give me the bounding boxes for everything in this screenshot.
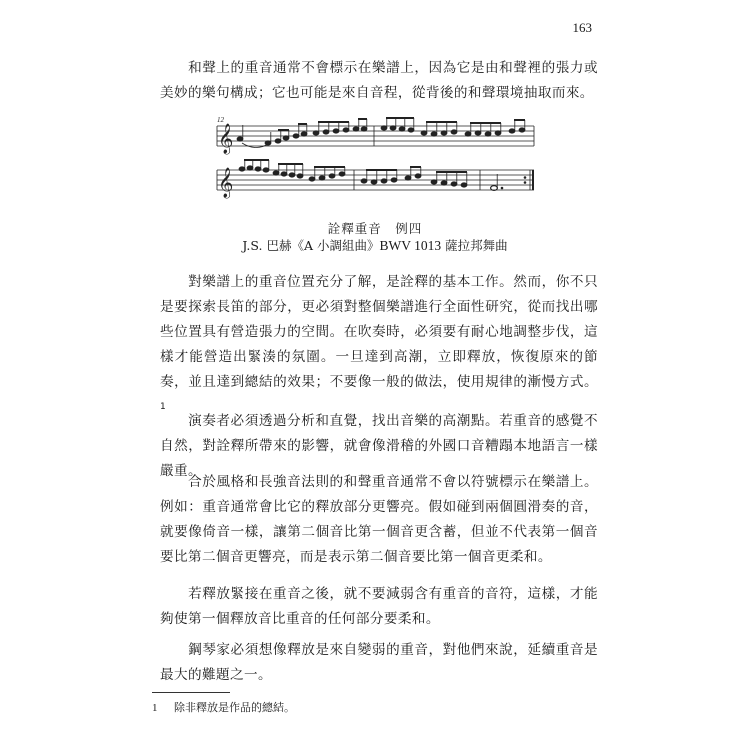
caption-source-catalog: BWV 1013 <box>379 238 442 253</box>
notes-system-1 <box>237 118 525 148</box>
paragraph-3-text: 演奏者必須透過分析和直覺，找出音樂的高潮點。若重音的感覺不自然，對詮釋所帶來的影響，就會像滑稽的外國口音糟蹋本地語言一樣嚴重。 <box>160 413 598 479</box>
paragraph-1 <box>160 56 598 106</box>
caption-source-prefix: J.S. 巴赫《A 小調組曲》 <box>242 238 380 253</box>
music-score-example <box>212 112 538 216</box>
paragraph-5 <box>160 582 598 632</box>
paragraph-6-text: 鋼琴家必須想像釋放是來自變弱的重音，對他們來說，延續重音是最大的難題之一。 <box>160 642 598 683</box>
paragraph-2-text: 對樂譜上的重音位置充分了解，是詮釋的基本工作。然而，你不只是要探索長笛的部分，更必須對整個樂譜進行全面性研究，從而找出哪些位置具有營造張力的空間。在吹奏時，必須要有耐心地調整步伐，這樣才能營造出緊湊的氛圍。一旦達到高潮，立即釋放，恢復原來的節奏，並且達到總結的效果；不要像一般的做法，使用規律的漸慢方式。 <box>160 274 598 390</box>
paragraph-4-text: 合於風格和長強音法則的和聲重音通常不會以符號標示在樂譜上。例如：重音通常會比它的釋放部分更響亮。假如碰到兩個圓滑奏的音，就要像倚音一樣，讓第二個音比第一個音更含蓄，但並不代表第一個音要比第二個音更響亮，而是表示第二個音要比第一個音更柔和。 <box>160 474 598 565</box>
footnote-reference: 1 <box>160 402 167 412</box>
footnote-text: 除非釋放是作品的總結。 <box>174 701 295 714</box>
paragraph-6 <box>160 638 598 688</box>
caption-source-suffix: 薩拉邦舞曲 <box>441 238 508 253</box>
measure-number: 12 <box>217 116 224 124</box>
paragraph-1-text: 和聲上的重音通常不會標示在樂譜上，因為它是由和聲裡的張力或美妙的樂句構成；它也可能是來自音程，從背後的和聲環境抽取而來。 <box>160 60 598 101</box>
footnote-number: 1 <box>152 702 158 714</box>
page-number: 163 <box>572 20 592 35</box>
paragraph-4 <box>160 470 598 570</box>
example-caption-title: 詮釋重音 例四 <box>327 221 423 236</box>
footnote-divider <box>152 692 230 693</box>
treble-clef-icon: 𝄞 <box>218 124 234 154</box>
example-caption-source <box>150 236 600 254</box>
paragraph-2 <box>160 270 598 424</box>
paragraph-5-text: 若釋放緊接在重音之後，就不要減弱含有重音的音符，這樣，才能夠使第一個釋放音比重音的任何部分要柔和。 <box>160 586 598 627</box>
treble-clef-icon: 𝄞 <box>218 168 234 198</box>
footnote <box>152 699 295 715</box>
